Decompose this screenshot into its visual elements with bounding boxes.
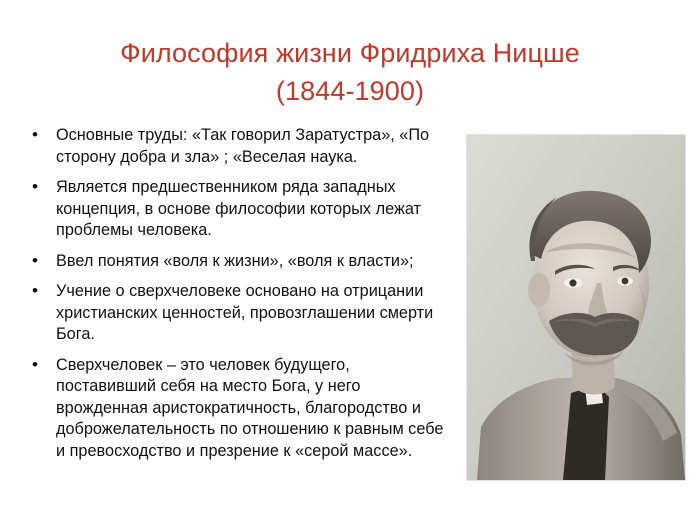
list-item: • Является предшественником ряда западных концепция, в основе философии которых лежат проблемы человека. <box>20 177 450 242</box>
bullet-content <box>20 125 450 471</box>
list-item: • Учение о сверхчеловеке основано на отрицании христианских ценностей, провозглашении смерти Бога. <box>20 281 450 346</box>
page-title-line-1: Философия жизни Фридриха Ницше <box>120 38 580 69</box>
page-title <box>0 34 700 110</box>
list-item: • Ввел понятия «воля к жизни», «воля к власти»; <box>20 251 450 273</box>
portrait-friedrich-nietzsche <box>466 134 686 481</box>
list-item: • Сверхчеловек – это человек будущего, поставивший себя на место Бога, у него врожденная аристократичность, благородство и доброжелательность по отношению к равным себе и превосходство и презрение к «серой массе». <box>20 355 450 463</box>
page-title-line-2: (1844-1900) <box>275 76 425 107</box>
list-item: • Основные труды: «Так говорил Заратустра», «По сторону добра и зла» ; «Веселая наука. <box>20 125 450 168</box>
bullet-list <box>20 125 450 462</box>
